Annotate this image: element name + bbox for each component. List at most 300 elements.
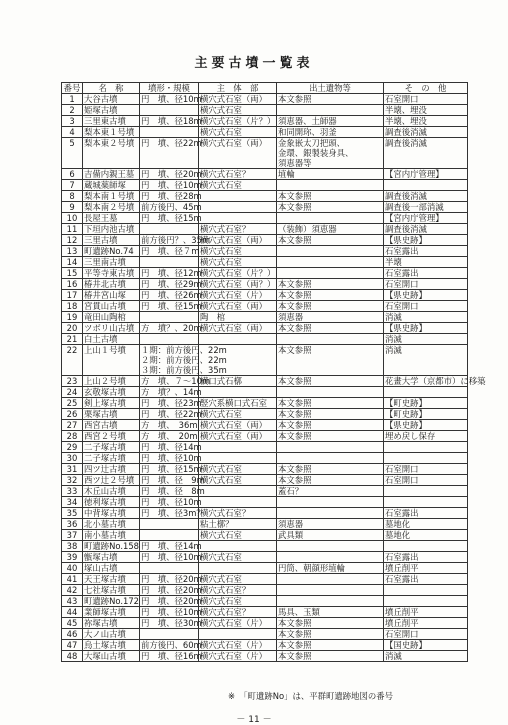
header-shape-size: 墳形・規模 [140,83,199,94]
cell-artifacts: 本文参照 [277,651,384,662]
table-row [62,530,468,541]
cell-number: 20 [62,323,83,334]
cell-main-body [199,202,277,213]
cell-artifacts: 武具類 [277,530,384,541]
header-main-body: 主 体 部 [199,83,277,94]
cell-artifacts: 本文参照 [277,345,384,376]
cell-name: 南小墓古墳 [83,530,140,541]
cell-shape-size: 円 墳、径20m [141,574,202,584]
table-row [62,116,468,127]
cell-name: 梨本東１号墳 [83,127,140,138]
cell-name: 七社塚古墳 [83,585,140,596]
cell-number: 41 [62,574,83,585]
cell-name: 上山２号墳 [83,376,140,387]
cell-shape-size: 円 墳、径16m [141,651,202,661]
table-row [62,191,468,202]
table-row [62,127,468,138]
cell-main-body: 横口式石槨 [199,376,277,387]
cell-shape-size: 円 墳、径14m [141,442,202,452]
table-row [62,574,468,585]
cell-shape-size [140,563,199,574]
cell-number: 1 [62,94,83,105]
cell-main-body: 横穴式石室 [199,180,277,191]
cell-number: 13 [62,246,83,257]
cell-main-body: 横穴式石室 [199,574,277,585]
cell-name: 梨本東２号墳 [83,138,140,169]
table-row [62,486,468,497]
cell-artifacts: 円筒、朝顔形埴輪 [277,563,384,574]
cell-shape-size: 円 墳、径15m [141,213,202,223]
cell-artifacts: 本文参照 [277,618,384,629]
cell-shape-size: 円 墳、径15m [141,464,202,474]
table-row [62,138,468,169]
cell-shape-size: 方 墳、７～10m [141,376,211,386]
cell-artifacts: 埴輪 [277,169,384,180]
cell-number: 26 [62,409,83,420]
cell-artifacts: （装飾）須恵器 [277,224,384,235]
cell-main-body: 横穴式石室 [199,409,277,420]
cell-other [384,180,468,191]
cell-main-body: 横穴式石室 [199,552,277,563]
cell-shape-size [140,257,199,268]
table-row [62,464,468,475]
cell-name: 大谷古墳 [83,94,140,105]
cell-artifacts: 本文参照 [277,376,384,387]
cell-number: 39 [62,552,83,563]
cell-number: 32 [62,475,83,486]
cell-number: 22 [62,345,83,376]
cell-other: 消滅 [384,651,468,662]
table-row [62,334,468,345]
cell-other [384,585,468,596]
cell-shape-size: 円 墳、径10m [141,94,202,104]
cell-number: 30 [62,453,83,464]
cell-shape-size: 前方後円、45m [141,202,202,212]
cell-name: 業師塚古墳 [83,607,140,618]
table-row [62,376,468,387]
cell-number: 5 [62,138,83,169]
cell-number: 16 [62,279,83,290]
table-row [62,519,468,530]
table-row [62,180,468,191]
cell-artifacts: 本文参照 [277,398,384,409]
cell-number: 10 [62,213,83,224]
cell-number: 31 [62,464,83,475]
cell-other: 石室開口 [384,464,468,475]
table-row [62,563,468,574]
cell-artifacts: 蓋石？ [277,486,384,497]
table-row [62,387,468,398]
cell-number: 33 [62,486,83,497]
cell-artifacts: 本文参照 [277,290,384,301]
cell-main-body [199,563,277,574]
cell-name: 梨本南１号墳 [83,191,140,202]
cell-other: 【県史跡】 [384,420,468,431]
cell-number: 27 [62,420,83,431]
cell-other: 石室開口 [384,629,468,640]
cell-shape-size: 円 墳、径20m [141,596,202,606]
cell-number: 47 [62,640,83,651]
cell-shape-size [140,629,199,640]
cell-shape-size: 円 墳、径29m [141,279,202,289]
cell-main-body: 横穴式石室？ [199,169,277,180]
cell-number: 14 [62,257,83,268]
table-row [62,94,468,105]
cell-name: 中背塚古墳 [83,508,140,519]
cell-main-body [199,453,277,464]
cell-main-body: 横穴式石室 [199,246,277,257]
table-row [62,279,468,290]
cell-shape-size [140,519,199,530]
cell-other: 半壊、埋没 [384,105,468,116]
cell-other: 石室露出 [384,508,468,519]
cell-main-body: 横穴式石室（両） [199,431,277,442]
cell-shape-size: 円 墳、径10m [141,180,202,190]
cell-other: 【県史跡】 [384,235,468,246]
cell-name: 町遺跡No.74 [83,246,140,257]
cell-name: 姫塚古墳 [83,105,140,116]
cell-shape-size: 円 墳、径20m [141,169,202,179]
cell-shape-size: 円 墳、径22m [140,138,199,169]
cell-other: 消滅 [384,312,468,323]
cell-main-body: 横穴式石室（両） [199,420,277,431]
cell-name: 剣上塚古墳 [83,398,140,409]
cell-name: 白土古墳 [83,334,140,345]
cell-other: 石室開口 [384,475,468,486]
cell-artifacts [277,257,384,268]
cell-main-body: 横穴式石室？ [199,508,277,519]
cell-number: 48 [62,651,83,662]
cell-name: 西ツ辻２号墳 [83,475,140,486]
table-row [62,497,468,508]
table-row [62,290,468,301]
cell-artifacts [277,213,384,224]
cell-number: 9 [62,202,83,213]
table-header-row [62,83,468,94]
cell-name: 宮貫山古墳 [83,301,140,312]
cell-name: 下垣内池古墳 [83,224,140,235]
table-row [62,640,468,651]
cell-other [384,442,468,453]
cell-other: 石室露出 [384,246,468,257]
table-row [62,607,468,618]
cell-shape-size: 円 墳、径28m [141,191,202,201]
cell-shape-size: 円 墳、径3m？ [141,508,205,518]
cell-number: 8 [62,191,83,202]
cell-name: 大ノ山古墳 [83,629,140,640]
cell-other: 【県史跡】 [384,290,468,301]
cell-artifacts: 本文参照 [277,191,384,202]
cell-artifacts [277,334,384,345]
cell-shape-size: 方 墳、 20m [141,431,198,441]
cell-main-body [199,334,277,345]
cell-name: 椿井北古墳 [83,279,140,290]
cell-artifacts: 本文参照 [277,279,384,290]
cell-artifacts: 本文参照 [277,464,384,475]
cell-name: 大塚山古墳 [83,651,140,662]
cell-artifacts [277,442,384,453]
cell-number: 34 [62,497,83,508]
cell-main-body [199,486,277,497]
cell-other: 【宮内庁管理】 [384,169,468,180]
cell-main-body: 横穴式石室（片？） [200,116,276,126]
cell-artifacts: 金象嵌太刀把頭、 金環、銀製装身具、 須恵器等 [277,138,384,169]
table-row [62,596,468,607]
cell-main-body: 粘土槨？ [199,519,277,530]
header-number: 番号 [62,83,83,94]
cell-name: 上山１号墳 [83,345,140,376]
cell-main-body: 横穴式石室 [199,257,277,268]
cell-shape-size: 円 墳、径10m [141,497,202,507]
cell-main-body: 陶 棺 [199,312,277,323]
cell-other: 石室開口 [384,94,468,105]
cell-artifacts: 馬具、玉類 [277,607,384,618]
cell-artifacts: 本文参照 [277,640,384,651]
cell-shape-size: 円 墳、径10m [141,552,202,562]
cell-main-body: 横穴式石室（両） [199,301,277,312]
table-row [62,629,468,640]
cell-other: 石室開口 [384,301,468,312]
cell-main-body: 横穴式石室（両） [199,138,277,169]
cell-number: 6 [62,169,83,180]
cell-shape-size: 円 墳、径７m [141,246,200,256]
cell-main-body: 横穴式石室（両） [199,323,277,334]
cell-number: 46 [62,629,83,640]
cell-other: 墓地化 [384,530,468,541]
table-row [62,202,468,213]
table-row [62,420,468,431]
cell-name: 烏土塚古墳 [83,640,140,651]
header-other: そ の 他 [384,83,468,94]
cell-shape-size: 円 墳、径10m [141,607,202,617]
cell-name: 平等寺東古墳 [83,268,140,279]
kofun-table [61,82,486,662]
table-row [62,618,468,629]
table-row [62,213,468,224]
table-row [62,475,468,486]
cell-artifacts: 和同開珎、羽釜 [277,127,384,138]
table-row [62,268,468,279]
cell-other: 半壊、埋没 [384,116,468,127]
cell-number: 7 [62,180,83,191]
cell-artifacts [277,508,384,519]
cell-artifacts [277,596,384,607]
cell-shape-size: 円 墳、径20m [141,585,202,595]
cell-other [384,497,468,508]
table-row [62,224,468,235]
cell-main-body [199,497,277,508]
cell-main-body: 横穴式石室 [199,475,277,486]
cell-other: 【町史跡】 [384,398,468,409]
table-row [62,301,468,312]
cell-name: 祢塚古墳 [83,618,140,629]
table-row [62,312,468,323]
cell-name: 三里古墳 [83,235,140,246]
cell-main-body: 横穴式石室（両） [199,235,277,246]
cell-shape-size: 円 墳、径26m [141,290,202,300]
cell-name: 竜田山陶棺 [83,312,140,323]
cell-shape-size [140,127,199,138]
cell-main-body [199,442,277,453]
cell-name: 蔵城薬師塚 [83,180,140,191]
table-row [62,541,468,552]
cell-name: 三里東古墳 [83,116,140,127]
cell-main-body: 横穴式石室 [199,464,277,475]
cell-shape-size [140,334,199,345]
table-row [62,235,468,246]
table-row [62,246,468,257]
cell-artifacts: 本文参照 [277,475,384,486]
cell-main-body [199,387,277,398]
cell-name: 甑塚古墳 [83,552,140,563]
table-row [62,508,468,519]
cell-other [384,453,468,464]
cell-other: 墳丘削平 [384,618,468,629]
cell-main-body: 横穴式石室（片） [199,290,277,301]
table-row [62,409,468,420]
cell-number: 21 [62,334,83,345]
cell-number: 45 [62,618,83,629]
cell-number: 38 [62,541,83,552]
header-artifacts: 出土遺物等 [277,83,384,94]
table-row [62,169,468,180]
cell-number: 43 [62,596,83,607]
cell-name: 西宮２号墳 [83,431,140,442]
cell-name: 北小墓古墳 [83,519,140,530]
cell-name: 栗塚古墳 [83,409,140,420]
cell-main-body: 横穴式石室（片） [199,651,277,662]
cell-artifacts: 本文参照 [277,420,384,431]
cell-artifacts [277,387,384,398]
cell-shape-size: 円 墳、径10m [141,453,202,463]
cell-shape-size: １期：前方後円、22m ２期：前方後円、22m ３期：前方後円、35m [141,345,227,375]
cell-other [384,541,468,552]
cell-name: 木丘山古墳 [83,486,140,497]
cell-shape-size: 円 墳、径15m [141,301,202,311]
table-row [62,105,468,116]
cell-main-body [199,191,277,202]
cell-name: 椿井宮山塚 [83,290,140,301]
cell-other: 【宮内庁管理】 [384,213,468,224]
cell-main-body: 横穴式石室？ [199,585,277,596]
cell-other: 石室露出 [384,574,468,585]
cell-main-body [199,213,277,224]
cell-main-body [199,629,277,640]
cell-main-body: 横穴式石室？ [199,607,277,618]
cell-other: 消滅 [384,334,468,345]
cell-name: 梨本南２号墳 [83,202,140,213]
cell-other [384,486,468,497]
table-row [62,585,468,596]
cell-other: 調査後消滅 [384,191,468,202]
cell-other [384,387,468,398]
cell-shape-size: 円 墳、径23m [141,398,202,408]
cell-other: 調査後消滅 [384,224,468,235]
cell-shape-size [140,224,199,235]
cell-name: 町遺跡No.158 [84,541,140,551]
cell-main-body: 横穴式石室（片） [199,618,277,629]
cell-name: 吉備内親王墓 [83,169,140,180]
cell-number: 29 [62,442,83,453]
cell-name: 三里南古墳 [83,257,140,268]
cell-artifacts [277,246,384,257]
cell-artifacts: 本文参照 [277,301,384,312]
cell-main-body: 竪穴系横口式石室 [199,398,277,409]
cell-main-body: 横穴式石室？ [199,224,277,235]
table-row [62,398,468,409]
cell-artifacts [277,585,384,596]
table-row [62,257,468,268]
cell-name: 長屋王墓 [83,213,140,224]
page-number: － 11 － [236,715,272,725]
cell-other: 花畫大学（京都市）に移築 [385,376,486,386]
cell-other: 【国史跡】 [384,640,468,651]
cell-other: 調査後消滅 [384,138,468,169]
cell-main-body: 横穴式石室（両？） [200,279,276,289]
cell-artifacts [277,268,384,279]
cell-artifacts: 須恵器、土師器 [277,116,384,127]
cell-number: 25 [62,398,83,409]
cell-shape-size [140,530,199,541]
cell-shape-size: 方 墳？、20m [141,323,202,333]
table-row [62,323,468,334]
cell-shape-size: 円 墳、径22m [141,409,202,419]
cell-number: 23 [62,376,83,387]
cell-other: 調査後一部消滅 [384,202,468,213]
cell-shape-size: 円 墳、径14m [141,541,202,551]
cell-number: 28 [62,431,83,442]
cell-shape-size: 円 墳、径 9m [141,475,205,485]
cell-shape-size: 前方後円？、35m [141,235,211,245]
table-row [62,453,468,464]
cell-other: 【町史跡】 [384,409,468,420]
cell-other: 調査後消滅 [384,127,468,138]
cell-other: 半壊 [384,257,468,268]
cell-name: 玄敬塚古墳 [83,387,140,398]
cell-other: 石室露出 [384,268,468,279]
cell-main-body: 横穴式石室 [199,596,277,607]
cell-number: 17 [62,290,83,301]
cell-number: 44 [62,607,83,618]
cell-shape-size: 方 墳？、14m [141,387,202,397]
cell-artifacts: 本文参照 [277,431,384,442]
cell-name: ツボリ山古墳 [83,323,140,334]
cell-number: 35 [62,508,83,519]
cell-shape-size: 円 墳、径30m [141,618,202,628]
cell-name: 西宮古墳 [83,420,140,431]
cell-name: 四ツ辻古墳 [83,464,140,475]
cell-main-body: 横穴式石室（片） [199,640,277,651]
cell-artifacts: 本文参照 [277,202,384,213]
cell-artifacts: 本文参照 [277,323,384,334]
cell-name: 塚山古墳 [83,563,140,574]
cell-number: 40 [62,563,83,574]
cell-other: 消滅 [384,345,468,376]
cell-other: 墳丘削平 [384,607,468,618]
cell-artifacts: 須恵器 [277,312,384,323]
cell-number: 12 [62,235,83,246]
table-body [62,94,486,662]
cell-artifacts [277,180,384,191]
cell-name: 二子塚古墳 [83,453,140,464]
cell-artifacts: 本文参照 [277,235,384,246]
cell-shape-size [140,105,199,116]
cell-number: 4 [62,127,83,138]
cell-artifacts [277,105,384,116]
footnote: ※ 「町遺跡No」は、平群町遺跡地図の番号 [228,691,393,701]
cell-number: 24 [62,387,83,398]
cell-main-body: 横穴式石室 [199,127,277,138]
